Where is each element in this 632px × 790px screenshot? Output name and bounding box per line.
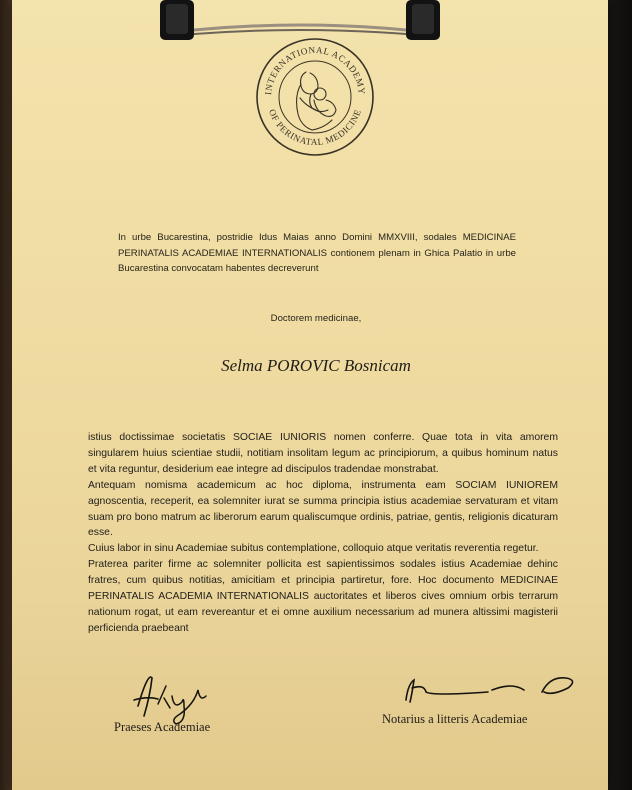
diploma-body (88, 430, 558, 637)
seal-bottom-text: OF PERINATAL MEDICINE (266, 107, 364, 148)
mother-child-icon (297, 72, 336, 130)
body-paragraph: Praterea pariter firme ac solemniter pollicita est sapientissimos sodales istius Academiae dehinc fratres, cum quibus notitias, amicitiam et principia partiretur, fore. Hoc documento MEDICINAE PERINATALIS ACADEMIA INTERNATIONALIS auctoritates et liberos cives omnium orbis terrarum nationum rogat, ut eam revereantur et ei omne auxilium necessarium ad munera altissimi magisterii perficienda praebeant (88, 559, 558, 634)
president-label: Praeses Academiae (114, 720, 211, 734)
seal-top-text: INTERNATIONAL ACADEMY (263, 44, 368, 96)
notary-label: Notarius a litteris Academiae (382, 712, 528, 726)
notary-signature (392, 670, 582, 710)
body-paragraph: istius doctissimae societatis SOCIAE IUNIORIS nomen conferre. Quae tota in vita amorem singularem huius scientiae studii, notitiam insolitam legum ac principiorum, a quibus hominum natus et vita reguntur, desiderium eae integre ad discipulos tradendae monstrabat. (88, 432, 558, 475)
degree-subtitle: Doctorem medicinae, (270, 313, 362, 324)
intro-paragraph: In urbe Bucarestina, postridie Idus Maias anno Domini MMXVIII, sodales MEDICINAE PERINATALIS ACADEMIAE INTERNATIONALIS contionem plenam in Ghica Palatio in urbe Bucarestina convocatam habentes decreverunt (118, 232, 516, 274)
president-signature (128, 666, 228, 728)
body-paragraph: Antequam nomisma academicum ac hoc diploma, instrumenta eam SOCIAM IUNIOREM agnoscentia, receperit, ea solemniter iurat se summa principia istius academiae servaturam et vitam suam pro bono matrum ac liberorum earum qualiscumque ordinis, patriae, gentis, religionis dicaturam esse. (88, 479, 558, 539)
academy-seal (254, 36, 376, 158)
svg-text:OF PERINATAL MEDICINE (267, 108, 363, 147)
recipient-name: Selma POROVIC Bosnicam (221, 356, 411, 375)
body-paragraph: Cuius labor in sinu Academiae subitus contemplatione, colloquio atque veritatis reverentia regetur. (88, 543, 539, 555)
